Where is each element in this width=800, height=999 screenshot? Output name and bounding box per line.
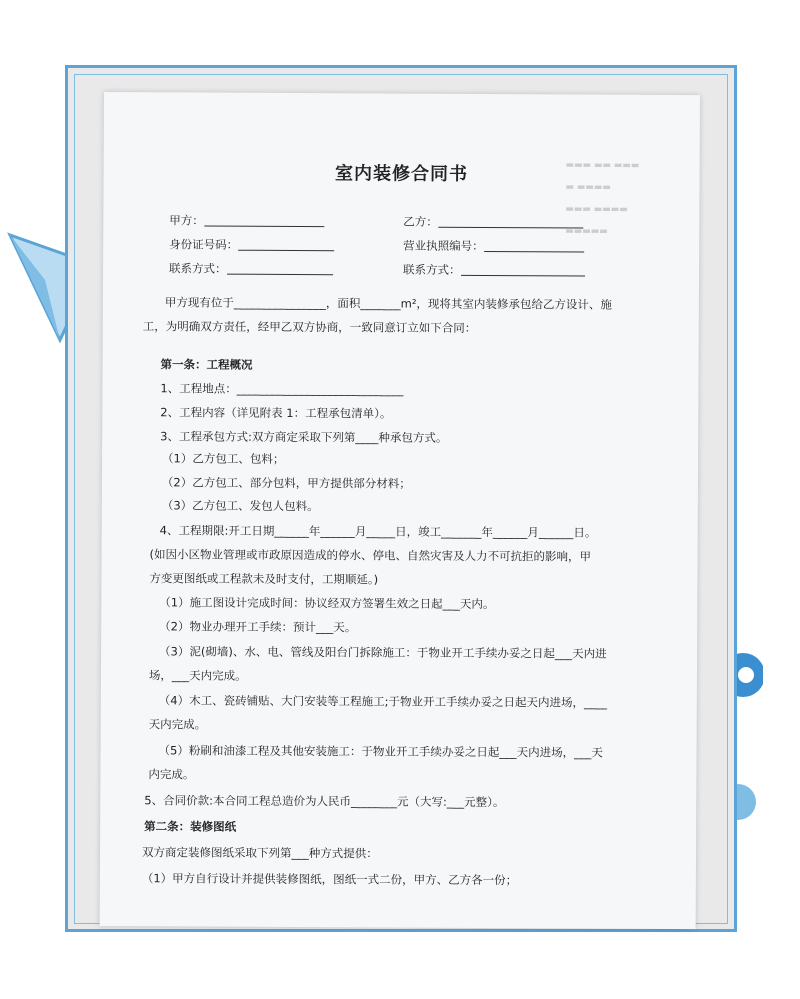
page-title: 室内装修合同书 [335, 163, 469, 185]
contact-b-blank [461, 263, 585, 277]
license-row [403, 238, 584, 255]
body-line-11: 方变更图纸或工程款未及时支付，工期顺延。) [149, 571, 379, 587]
contact-a-label: 联系方式： [169, 261, 227, 276]
body-line-18: （5）粉刷和油漆工程及其他安装施工：于物业开工手续办妥之日起___天内进场，___天 [158, 743, 603, 760]
contact-b-label: 联系方式： [403, 262, 461, 277]
body-line-19: 内完成。 [148, 767, 195, 782]
party-a-blank [204, 214, 324, 228]
body-line-15: 场，___天内完成。 [148, 668, 247, 683]
body-line-20: 5、合同价款:本合同工程总造价为人民币________元（大写:___元整）。 [144, 793, 505, 810]
body-line-0: 甲方现有位于________________，面积_______m²，现将其室内装修承包给乙方设计、施 [164, 295, 612, 312]
party-a-label: 甲方： [169, 213, 204, 228]
body-line-3: 1、工程地点：_____________________________ [160, 381, 404, 397]
party-b-label: 乙方： [403, 214, 438, 229]
party-a-row [169, 212, 324, 229]
license-label: 营业执照编号： [403, 238, 484, 253]
body-line-17: 天内完成。 [148, 717, 207, 732]
section-1-heading: 第一条：工程概况 [160, 357, 253, 372]
body-line-13: （2）物业办理开工手续：预计___天。 [159, 619, 357, 635]
license-blank [484, 239, 584, 253]
body-line-12: （1）施工图设计完成时间：协议经双方签署生效之日起___天内。 [159, 595, 495, 612]
section-2-heading: 第二条：装修图纸 [144, 819, 237, 834]
body-line-1: 工，为明确双方责任，经甲乙双方协商，一致同意订立如下合同： [142, 319, 477, 335]
body-line-7: （2）乙方包工、部分包料，甲方提供部分材料； [161, 475, 411, 491]
body-line-14: （3）泥(砌墙)、水、电、管线及阳台门拆除施工：于物业开工手续办妥之日起___天内进 [159, 644, 607, 661]
body-line-6: （1）乙方包工、包料； [162, 451, 285, 466]
show-through-text: ▬▬▬ ▬▬ ▬▬▬ ▬ ▬▬▬▬ ▬▬▬ ▬▬▬▬ ▬▬▬▬▬ [565, 160, 640, 237]
body-line-23: （1）甲方自行设计并提供装修图纸，图纸一式二份，甲方、乙方各一份； [141, 871, 518, 888]
contact-a-row [169, 260, 333, 277]
body-line-5: 3、工程承包方式:双方商定采取下列第____种承包方式。 [160, 429, 448, 445]
body-line-9: 4、工程期限:开工日期______年______月_____日，竣工_______年______月______日。 [159, 523, 597, 540]
body-line-16: （4）木工、瓷砖铺贴、大门安装等工程施工;于物业开工手续办妥之日起天内进场，____ [158, 693, 608, 710]
contact-b-row [403, 262, 585, 279]
body-line-8: （3）乙方包工、发包人包料。 [161, 498, 319, 514]
id-row [169, 236, 334, 253]
party-b-blank [438, 215, 583, 229]
contract-paper [100, 92, 700, 929]
id-blank [238, 238, 334, 252]
body-line-22: 双方商定装修图纸采取下列第___种方式提供： [141, 845, 378, 861]
contact-a-blank [227, 262, 333, 276]
id-label: 身份证号码： [169, 237, 239, 252]
body-line-10: (如因小区物业管理或市政原因造成的停水、停电、自然灾害及人力不可抗拒的影响，甲 [149, 547, 592, 564]
party-b-row [403, 214, 583, 231]
body-line-4: 2、工程内容（详见附表 1：工程承包清单）。 [160, 405, 392, 421]
